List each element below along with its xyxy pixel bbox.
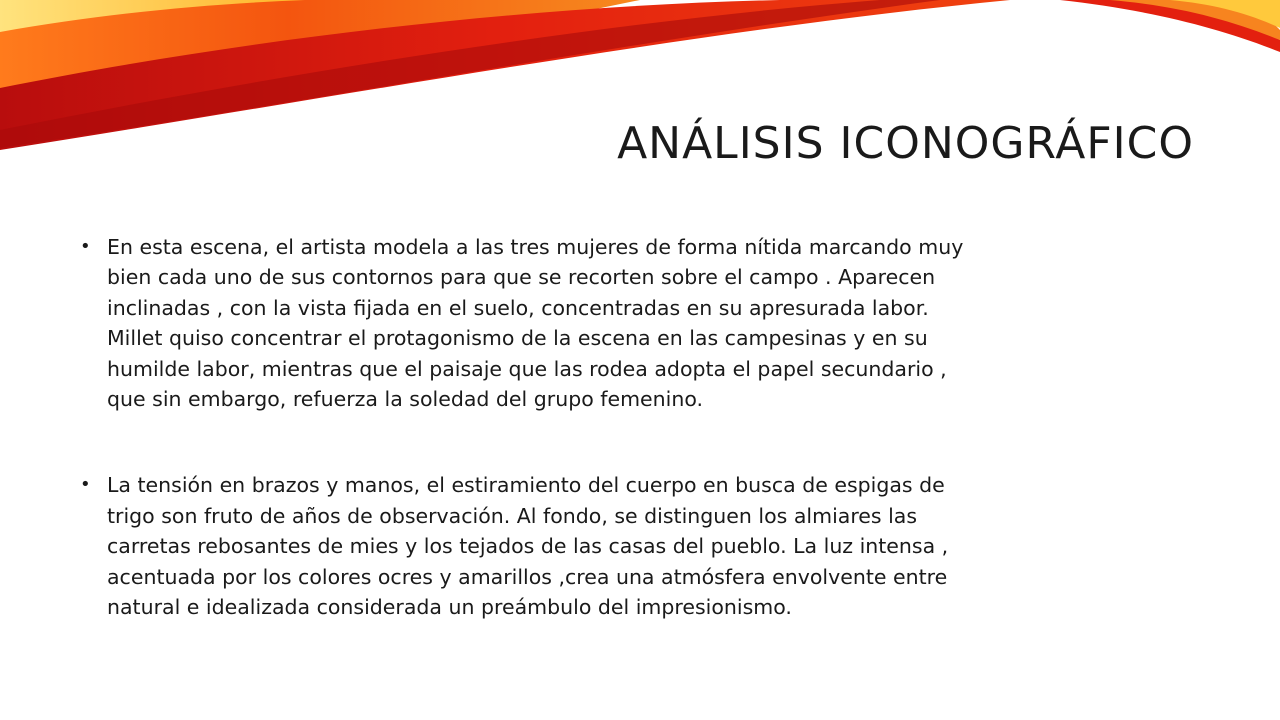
flame-ribbon-decoration xyxy=(0,0,1280,200)
bullet-line: • La tensión en brazos y manos, el estiramiento del cuerpo en busca de espigas de xyxy=(107,473,945,498)
bullet-line: carretas rebosantes de mies y los tejados de las casas del pueblo. La luz intensa , xyxy=(107,534,949,559)
bullet-line: inclinadas , con la vista fijada en el suelo, concentradas en su apresurada labor. xyxy=(107,295,929,320)
bullet-line: humilde labor, mientras que el paisaje que las rodea adopta el papel secundario , xyxy=(107,356,947,381)
bullet-line: natural e idealizada considerada un preámbulo del impresionismo. xyxy=(107,595,792,620)
bullet-line: trigo son fruto de años de observación. Al fondo, se distinguen los almiares las xyxy=(107,503,918,528)
bullet-item xyxy=(80,232,1210,414)
bullet-line: • En esta escena, el artista modela a las tres mujeres de forma nítida marcando muy xyxy=(107,235,964,259)
bullet-line: bien cada uno de sus contornos para que se recorten sobre el campo . Aparecen xyxy=(107,265,936,290)
bullet-line: acentuada por los colores ocres y amarillos ,crea una atmósfera envolvente entre xyxy=(107,564,948,589)
bullet-item xyxy=(80,470,1210,622)
bullet-line: que sin embargo, refuerza la soledad del grupo femenino. xyxy=(107,387,704,412)
bullet-list xyxy=(80,232,1210,678)
slide-title: ANÁLISIS ICONOGRÁFICO xyxy=(617,118,1194,169)
bullet-line: Millet quiso concentrar el protagonismo de la escena en las campesinas y en su xyxy=(107,326,928,351)
